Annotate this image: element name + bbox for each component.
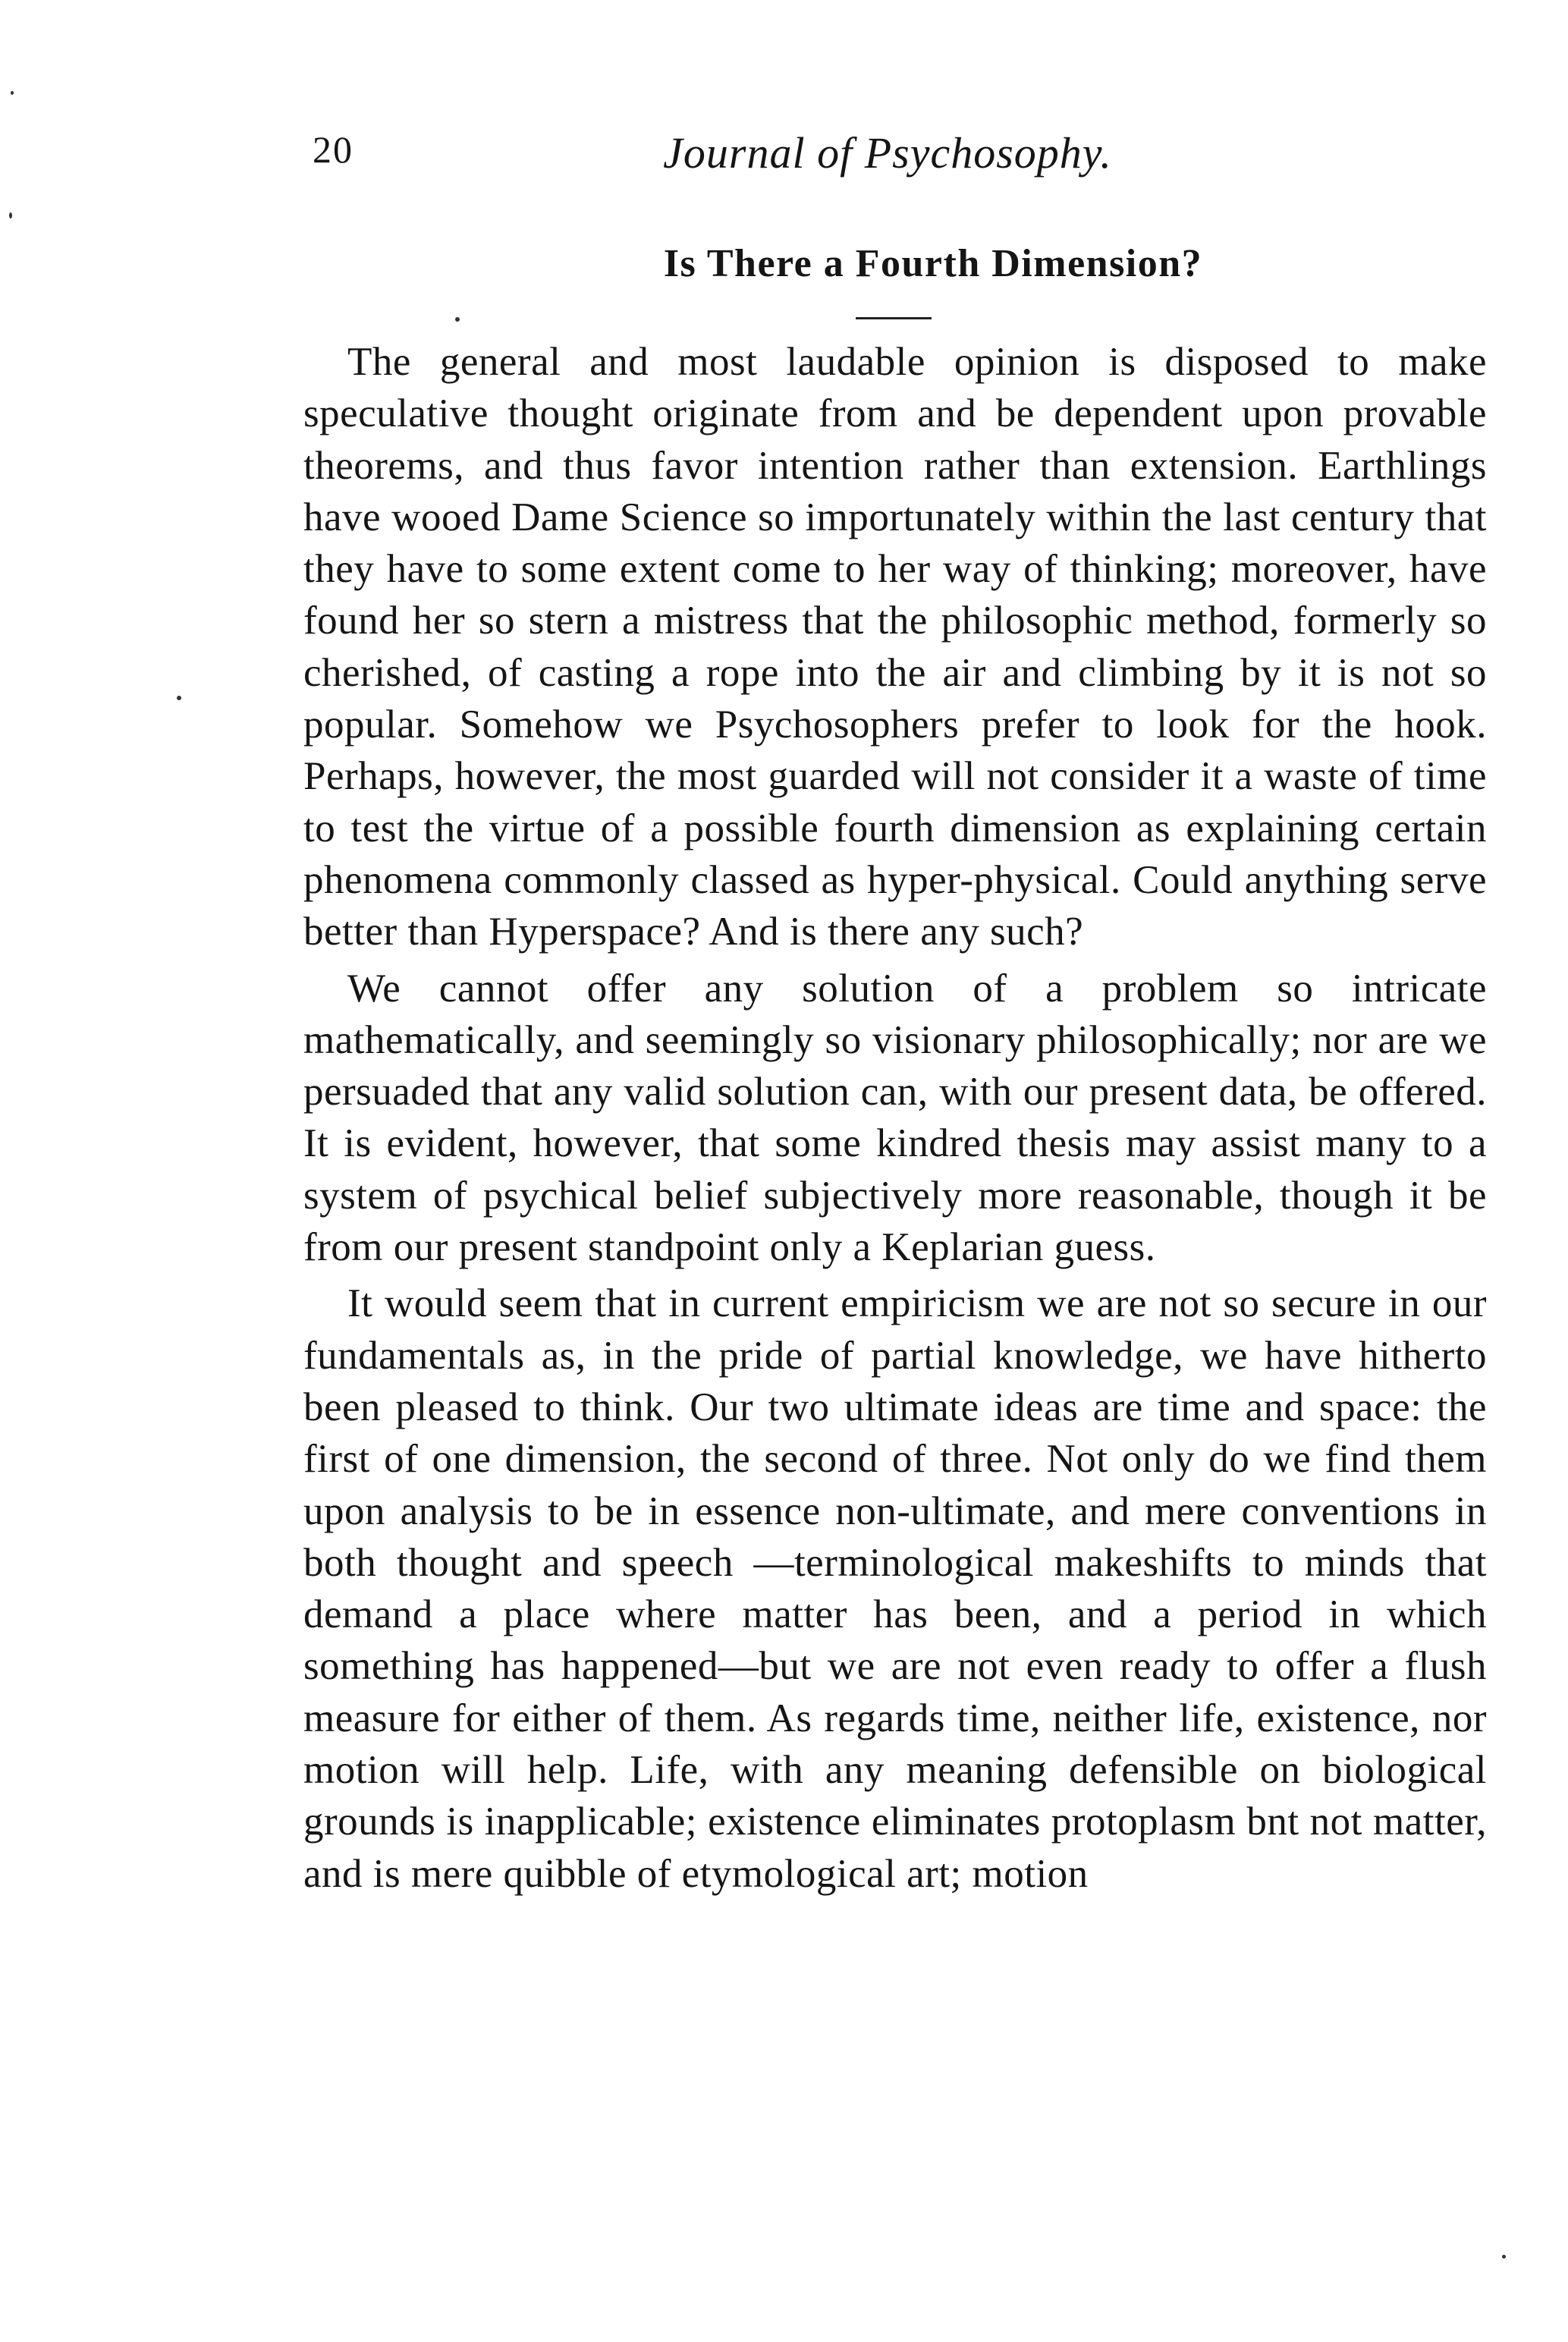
scan-speck <box>1502 2255 1506 2259</box>
scan-speck <box>9 212 12 218</box>
page-header <box>303 127 1487 196</box>
article-body <box>303 336 1487 1900</box>
paragraph-1: The general and most laudable opinion is disposed to make speculative thought originate from and be dependent upon provable theorems, and thus favor intention rather than extension. Earthlings have wooed Dame Science so importunately within the last century that they have to some extent come to her way of thinking; moreover, have found her so stern a mistress that the philosophic method, formerly so cherished, of casting a rope into the air and climbing by it is not so popular. Somehow we Psychosophers prefer to look for the hook. Perhaps, however, the most guarded will not consider it a waste of time to test the virtue of a possible fourth dimension as explaining certain phenomena commonly classed as hyper-physical. Could anything serve better than Hyperspace? And is there any such? <box>303 340 1487 954</box>
article-title: Is There a Fourth Dimension? <box>663 242 1203 285</box>
scan-speck <box>455 317 460 322</box>
paragraph-2: We cannot offer any solution of a problem so intricate mathematically, and seemingly so visionary philosophically; nor are we persuaded that any valid solution can, with our present data, be offered. It is evident, however, that some kindred thesis may assist many to a system of psychical belief subjectively more reasonable, though it be from our present standpoint only a Keplarian guess. <box>303 966 1487 1270</box>
title-rule <box>856 317 932 319</box>
paragraph-3: It would seem that in current empiricism we are not so secure in our fundamentals as, in the pride of partial knowledge, we have hitherto been pleased to think. Our two ultimate ideas are time and space: the first of one dimension, the second of three. Not only do we find them upon analysis to be in essence non-ultimate, and mere conventions in both thought and speech —terminological makeshifts to minds that demand a place where matter has been, and a period in which something has happened—but we are not even ready to offer a flush measure for either of them. As regards time, neither life, existence, nor motion will help. Life, with any meaning defensible on biological grounds is inapplicable; existence eliminates protoplasm bnt not matter, and is mere quibble of etymological art; motion <box>303 1281 1487 1896</box>
running-head: Journal of Psychosophy. <box>663 128 1112 178</box>
scan-speck <box>11 91 14 95</box>
page-number: 20 <box>313 128 354 171</box>
scan-speck <box>177 696 181 700</box>
